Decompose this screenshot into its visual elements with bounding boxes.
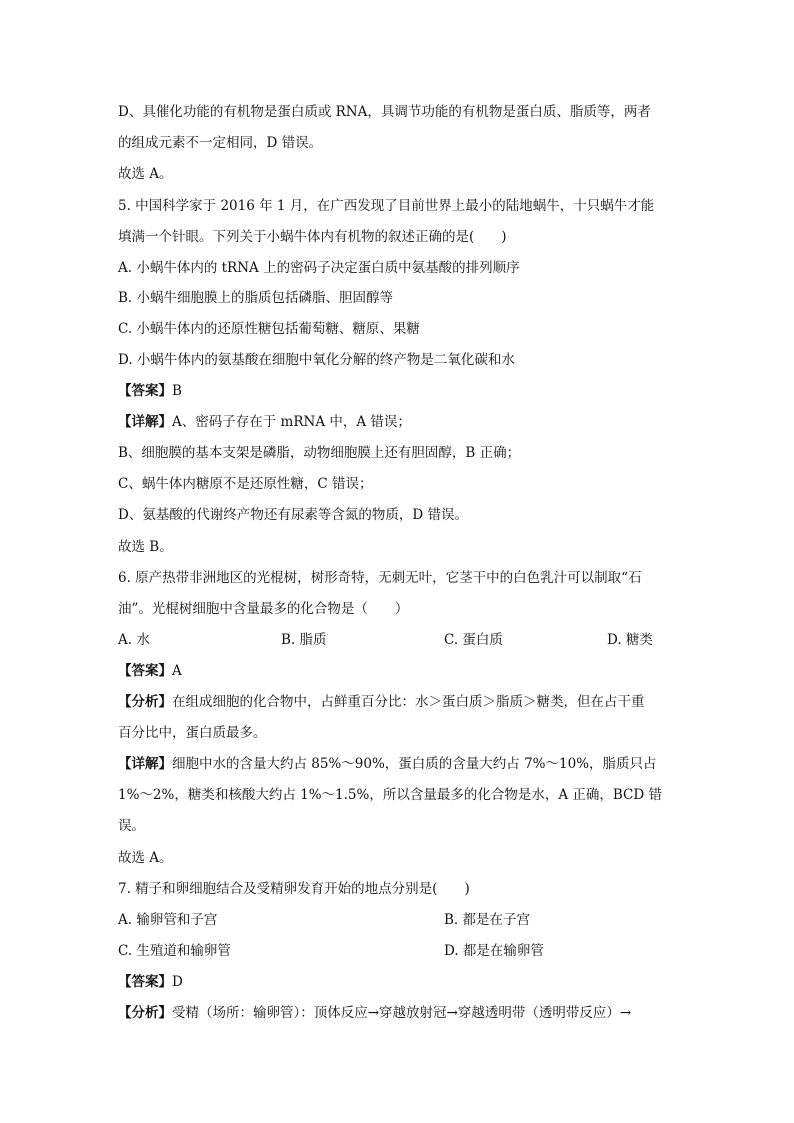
answer-label: 【答案】 (118, 383, 172, 399)
q4-final-choice: 故选 A。 (118, 166, 173, 182)
q5-option-c: C. 小蜗牛体内的还原性糖包括葡萄糖、糖原、果糖 (118, 321, 420, 337)
analysis-label: 【分析】 (118, 694, 172, 710)
answer-label: 【答案】 (118, 663, 172, 679)
q6-answer (118, 661, 678, 681)
q5-detail-line4: D、氨基酸的代谢终产物还有尿素等含氮的物质，D 错误。 (118, 507, 468, 523)
q6-stem-line1: 6. 原产热带非洲地区的光棍树，树形奇特，无刺无叶，它茎干中的白色乳汁可以制取“石 (118, 570, 642, 586)
answer-value: D (172, 974, 183, 990)
q5-answer (118, 381, 678, 401)
answer-value: A (172, 663, 182, 679)
q5-final-choice: 故选 B。 (118, 539, 173, 555)
answer-label: 【答案】 (118, 974, 172, 990)
q6-analysis-line2: 百分比中，蛋白质最多。 (118, 725, 267, 741)
analysis-text: 受精（场所：输卵管）：顶体反应→穿越放射冠→穿越透明带（透明带反应）→ (172, 1005, 632, 1021)
detail-text: 细胞中水的含量大约占 85%～90%，蛋白质的含量大约占 7%～10%，脂质只占 (172, 756, 657, 772)
q7-stem: 7. 精子和卵细胞结合及受精卵发育开始的地点分别是( ) (118, 881, 470, 897)
q5-option-a: A. 小蜗牛体内的 tRNA 上的密码子决定蛋白质中氨基酸的排列顺序 (118, 260, 520, 276)
q4-option-d-explanation-line1: D、具催化功能的有机物是蛋白质或 RNA，具调节功能的有机物是蛋白质、脂质等，两者 (118, 104, 651, 120)
q5-stem-line2: 填满一个针眼。下列关于小蜗牛体内有机物的叙述正确的是( ) (118, 229, 507, 245)
analysis-text: 在组成细胞的化合物中，占鲜重百分比：水＞蛋白质＞脂质＞糖类，但在占干重 (172, 694, 645, 710)
q6-option-d: D. 糖类 (607, 632, 653, 648)
q6-option-c: C. 蛋白质 (444, 632, 503, 648)
detail-text: A、密码子存在于 mRNA 中，A 错误； (172, 414, 411, 430)
q7-option-b: B. 都是在子宫 (444, 912, 531, 928)
q7-option-c: C. 生殖道和输卵管 (118, 943, 231, 959)
q6-final-choice: 故选 A。 (118, 850, 173, 866)
detail-label: 【详解】 (118, 414, 172, 430)
detail-label: 【详解】 (118, 756, 172, 772)
q5-detail-line1 (118, 412, 678, 432)
q5-stem-line1: 5. 中国科学家于 2016 年 1 月，在广西发现了目前世界上最小的陆地蜗牛，十只蜗牛才能 (118, 198, 655, 214)
q5-detail-line3: C、蜗牛体内糖原不是还原性糖，C 错误； (118, 476, 373, 492)
q7-answer (118, 972, 678, 992)
q7-option-a: A. 输卵管和子宫 (118, 912, 218, 928)
q7-option-d: D. 都是在输卵管 (444, 943, 544, 959)
analysis-label: 【分析】 (118, 1005, 172, 1021)
q5-option-b: B. 小蜗牛细胞膜上的脂质包括磷脂、胆固醇等 (118, 290, 394, 306)
q7-analysis-line1 (118, 1003, 678, 1023)
q6-detail-line3: 误。 (118, 818, 145, 834)
q6-option-a: A. 水 (118, 632, 150, 648)
q6-analysis-line1 (118, 692, 678, 712)
q4-option-d-explanation-line2: 的组成元素不一定相同，D 错误。 (118, 135, 323, 151)
q6-detail-line1 (118, 754, 678, 774)
q5-detail-line2: B、细胞膜的基本支架是磷脂，动物细胞膜上还有胆固醇，B 正确； (118, 445, 521, 461)
q6-detail-line2: 1%～2%，糖类和核酸大约占 1%～1.5%，所以含量最多的化合物是水，A 正确，BCD 错 (118, 787, 662, 803)
q5-option-d: D. 小蜗牛体内的氨基酸在细胞中氧化分解的终产物是二氧化碳和水 (118, 352, 515, 368)
answer-value: B (172, 383, 182, 399)
q6-option-b: B. 脂质 (281, 632, 327, 648)
q6-stem-line2: 油”。光棍树细胞中含量最多的化合物是（ ） (118, 601, 409, 617)
